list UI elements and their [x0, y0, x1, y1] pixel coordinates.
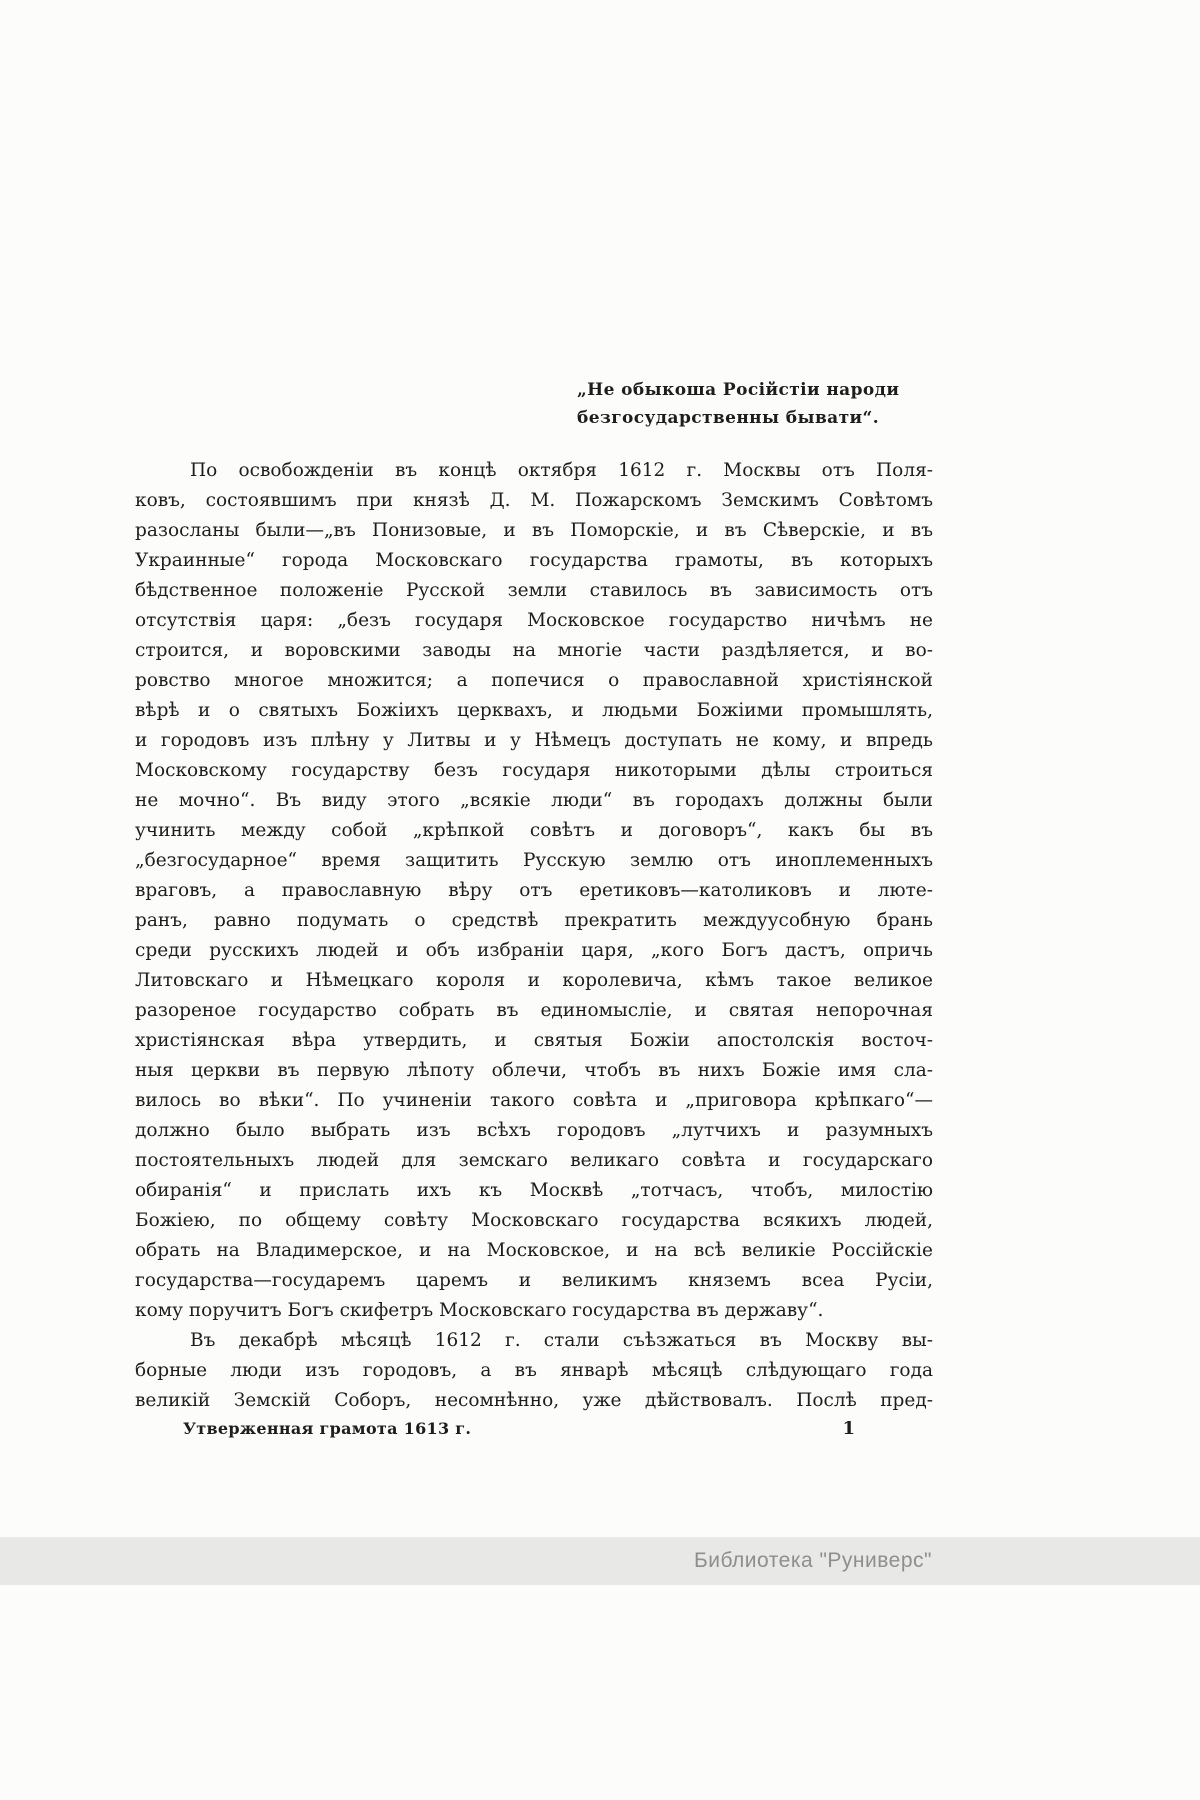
- text-line: разосланы были—„въ Понизовые, и въ Поморскіе, и въ Сѣверскіе, и въ: [135, 520, 933, 541]
- text-line: ровство многое множится; а попечися о православной христіянской: [135, 670, 933, 691]
- epigraph-line-2: безгосударственны бывати“.: [577, 408, 880, 428]
- text-line: вѣрѣ и о святыхъ Божіихъ церквахъ, и людьми Божіими промышлять,: [135, 700, 933, 721]
- text-block: [135, 376, 933, 1416]
- body-text: [135, 456, 933, 1416]
- text-line: строится, и воровскими заводы на многіе части раздѣляется, и во-: [135, 640, 933, 661]
- text-line: „безгосударное“ время защитить Русскую землю отъ иноплеменныхъ: [135, 850, 933, 871]
- text-line: ковъ, состоявшимъ при князѣ Д. М. Пожарскомъ Земскимъ Совѣтомъ: [135, 490, 933, 511]
- text-line: государства—государемъ царемъ и великимъ княземъ всеа Русіи,: [135, 1270, 933, 1291]
- text-line: христіянская вѣра утвердить, и святыя Божіи апостолскія восточ-: [135, 1030, 933, 1051]
- text-line: враговъ, а православную вѣру отъ еретиковъ—католиковъ и люте-: [135, 880, 933, 901]
- library-watermark: Библиотека "Руниверс": [693, 1549, 932, 1572]
- text-line: Божіею, по общему совѣту Московскаго государства всякихъ людей,: [135, 1210, 933, 1231]
- page-footer: [135, 1418, 933, 1439]
- text-line: По освобожденіи въ концѣ октября 1612 г. Москвы отъ Поля-: [190, 460, 933, 481]
- running-title: Утверженная грамота 1613 г.: [183, 1419, 472, 1438]
- text-line: среди русскихъ людей и объ избраніи царя, „кого Богъ дастъ, опричь: [135, 940, 933, 961]
- page-number: 1: [842, 1418, 855, 1439]
- text-line: обрать на Владимерское, и на Московское, и на всѣ великіе Россійскіе: [135, 1240, 933, 1261]
- text-line: постоятельныхъ людей для земскаго великаго совѣта и государскаго: [135, 1150, 933, 1171]
- text-line: кому поручитъ Богъ скифетръ Московскаго государства въ державу“.: [135, 1300, 824, 1321]
- paragraph: [135, 456, 933, 1326]
- text-line: Московскому государству безъ государя никоторыми дѣлы строиться: [135, 760, 933, 781]
- text-line: ныя церкви въ первую лѣпоту облечи, чтобъ въ нихъ Божіе имя сла-: [135, 1060, 933, 1081]
- text-line: борные люди изъ городовъ, а въ январѣ мѣсяцѣ слѣдующаго года: [135, 1360, 933, 1381]
- text-line: Въ декабрѣ мѣсяцѣ 1612 г. стали съѣзжаться въ Москву вы-: [190, 1330, 933, 1351]
- watermark-band: [0, 1537, 1200, 1585]
- text-line: вилось во вѣки“. По учиненіи такого совѣта и „приговора крѣпкаго“—: [135, 1090, 933, 1111]
- text-line: и городовъ изъ плѣну у Литвы и у Нѣмецъ доступать не кому, и впредь: [135, 730, 933, 751]
- text-line: не мочно“. Въ виду этого „всякіе люди“ въ городахъ должны были: [135, 790, 933, 811]
- text-line: Украинные“ города Московскаго государства грамоты, въ которыхъ: [135, 550, 933, 571]
- text-line: обиранія“ и прислать ихъ къ Москвѣ „тотчасъ, чтобъ, милостію: [135, 1180, 933, 1201]
- paragraph: [135, 1326, 933, 1416]
- text-line: бѣдственное положеніе Русской земли ставилось въ зависимость отъ: [135, 580, 933, 601]
- epigraph: [577, 376, 933, 432]
- epigraph-line-1: „Не обыкоша Російстіи народи: [577, 380, 900, 400]
- text-line: учинить между собой „крѣпкой совѣтъ и договоръ“, какъ бы въ: [135, 820, 933, 841]
- text-line: отсутствія царя: „безъ государя Московское государство ничѣмъ не: [135, 610, 933, 631]
- text-line: должно было выбрать изъ всѣхъ городовъ „лутчихъ и разумныхъ: [135, 1120, 933, 1141]
- text-line: великій Земскій Соборъ, несомнѣнно, уже дѣйствовалъ. Послѣ пред-: [135, 1390, 933, 1411]
- text-line: разореное государство собрать въ единомысліе, и святая непорочная: [135, 1000, 933, 1021]
- text-line: ранъ, равно подумать о средствѣ прекратить междуусобную брань: [135, 910, 933, 931]
- text-line: Литовскаго и Нѣмецкаго короля и королевича, кѣмъ такое великое: [135, 970, 933, 991]
